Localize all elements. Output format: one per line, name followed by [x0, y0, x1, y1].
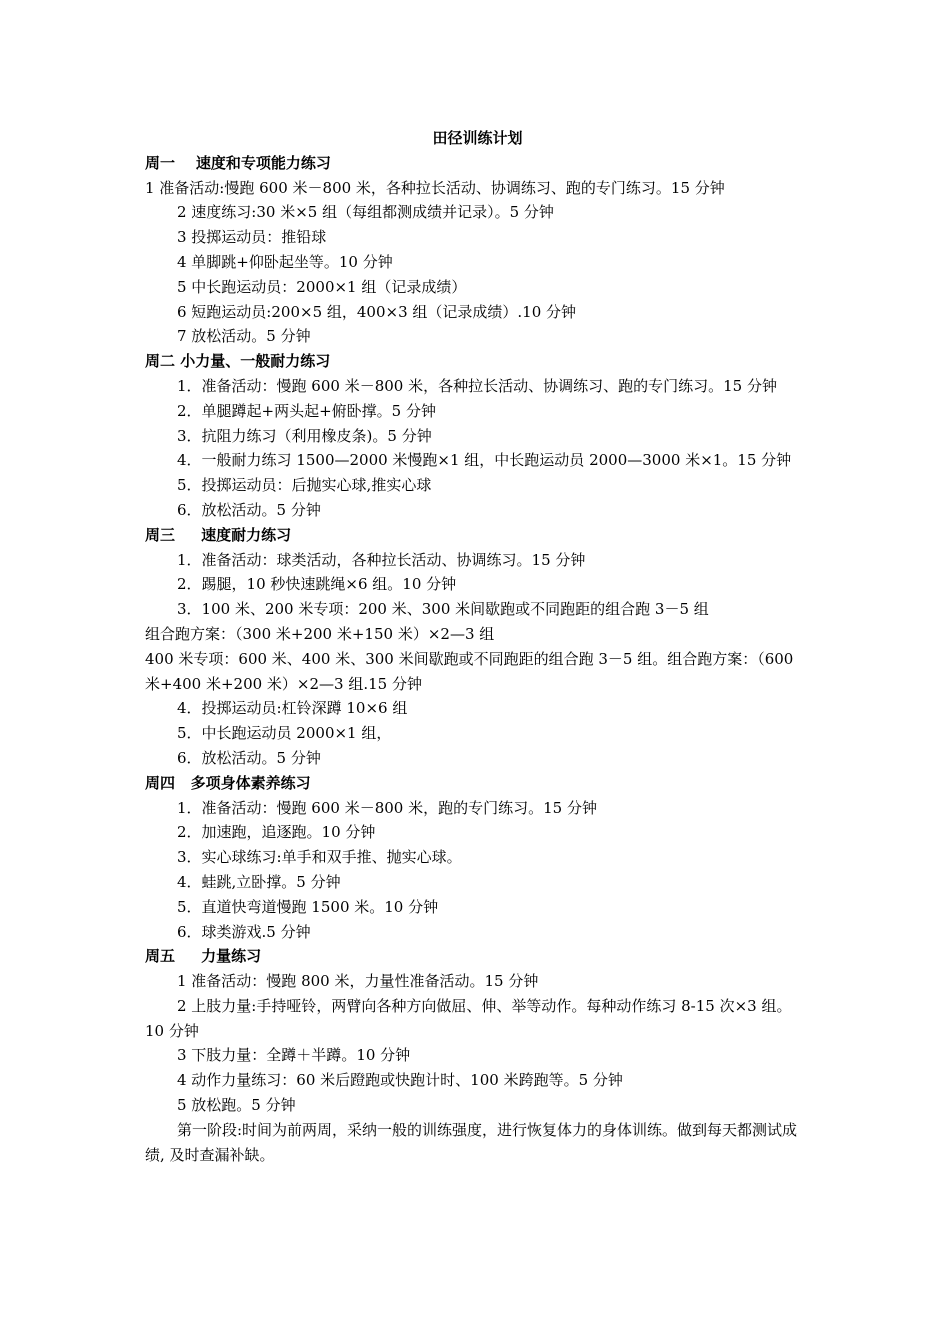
plan-item: 4 动作力量练习：60 米后蹬跑或快跑计时、100 米跨跑等。5 分钟 [177, 1071, 623, 1090]
document-title: 田径训练计划 [432, 129, 523, 147]
plan-item: 6．放松活动。5 分钟 [177, 748, 321, 767]
section-heading: 周五 力量练习 [145, 947, 262, 966]
plan-item: 1 准备活动:慢跑 600 米－800 米，各种拉长活动、协调练习、跑的专门练习。15 分钟 [145, 178, 725, 197]
plan-item: 4．投掷运动员:杠铃深蹲 10×6 组 [177, 699, 408, 718]
plan-item: 5．直道快弯道慢跑 1500 米。10 分钟 [177, 897, 439, 916]
plan-item: 5 中长跑运动员：2000×1 组（记录成绩） [177, 277, 467, 296]
plan-item: 6．球类游戏.5 分钟 [177, 922, 311, 941]
plan-item: 2 上肢力量:手持哑铃，两臂向各种方向做屈、伸、举等动作。每种动作练习 8-15 次×3 组。10 分钟 [145, 996, 792, 1040]
section-heading: 周二 小力量、一般耐力练习 [145, 352, 331, 371]
plan-item: 5 放松跑。5 分钟 [177, 1096, 296, 1115]
plan-item: 1．准备活动：慢跑 600 米－800 米，各种拉长活动、协调练习、跑的专门练习。15 分钟 [177, 376, 777, 395]
plan-item: 5．中长跑运动员 2000×1 组， [177, 724, 392, 743]
plan-item: 7 放松活动。5 分钟 [177, 327, 311, 346]
plan-item: 3．抗阻力练习（利用橡皮条)。5 分钟 [177, 426, 432, 445]
plan-item: 2．单腿蹲起+两头起+俯卧撑。5 分钟 [177, 401, 436, 420]
plan-item: 2 速度练习:30 米×5 组（每组都测成绩并记录）。5 分钟 [177, 203, 554, 222]
plan-item: 3．100 米、200 米专项：200 米、300 米间歇跑或不同跑距的组合跑 3－5 组 [177, 600, 709, 619]
plan-item: 6 短跑运动员:200×5 组，400×3 组（记录成绩）.10 分钟 [177, 302, 577, 321]
plan-item: 2．踢腿，10 秒快速跳绳×6 组。10 分钟 [177, 575, 457, 594]
section-heading: 周四 多项身体素养练习 [145, 773, 311, 792]
section-heading: 周一 速度和专项能力练习 [145, 153, 331, 172]
plan-item: 组合跑方案：（300 米+200 米+150 米）×2—3 组 [145, 624, 495, 643]
plan-item: 4 单脚跳+仰卧起坐等。10 分钟 [177, 252, 393, 271]
plan-item: 第一阶段:时间为前两周，采纳一般的训练强度，进行恢复体力的身体训练。做到每天都测试成绩, 及时查漏补缺。 [145, 1120, 798, 1164]
plan-item: 2．加速跑，追逐跑。10 分钟 [177, 823, 376, 842]
plan-item: 3 下肢力量：全蹲＋半蹲。10 分钟 [177, 1046, 411, 1065]
plan-item: 5．投掷运动员：后抛实心球,推实心球 [177, 476, 432, 495]
plan-item: 1 准备活动：慢跑 800 米，力量性准备活动。15 分钟 [177, 972, 539, 991]
plan-item: 4．一般耐力练习 1500—2000 米慢跑×1 组，中长跑运动员 2000—3000 米×1。15 分钟 [177, 451, 792, 470]
plan-item: 6．放松活动。5 分钟 [177, 500, 321, 519]
plan-item: 1．准备活动：慢跑 600 米－800 米，跑的专门练习。15 分钟 [177, 798, 597, 817]
section-heading: 周三 速度耐力练习 [145, 525, 292, 544]
plan-item: 3．实心球练习:单手和双手推、抛实心球。 [177, 848, 462, 867]
plan-item: 1．准备活动：球类活动，各种拉长活动、协调练习。15 分钟 [177, 550, 586, 569]
plan-item: 400 米专项：600 米、400 米、300 米间歇跑或不同跑距的组合跑 3－5 组。组合跑方案：（600 米+400 米+200 米）×2—3 组.15 分钟 [145, 649, 794, 693]
plan-item: 4．蛙跳,立卧撑。5 分钟 [177, 872, 341, 891]
document-body [145, 126, 810, 1167]
plan-item: 3 投掷运动员：推铅球 [177, 228, 327, 247]
